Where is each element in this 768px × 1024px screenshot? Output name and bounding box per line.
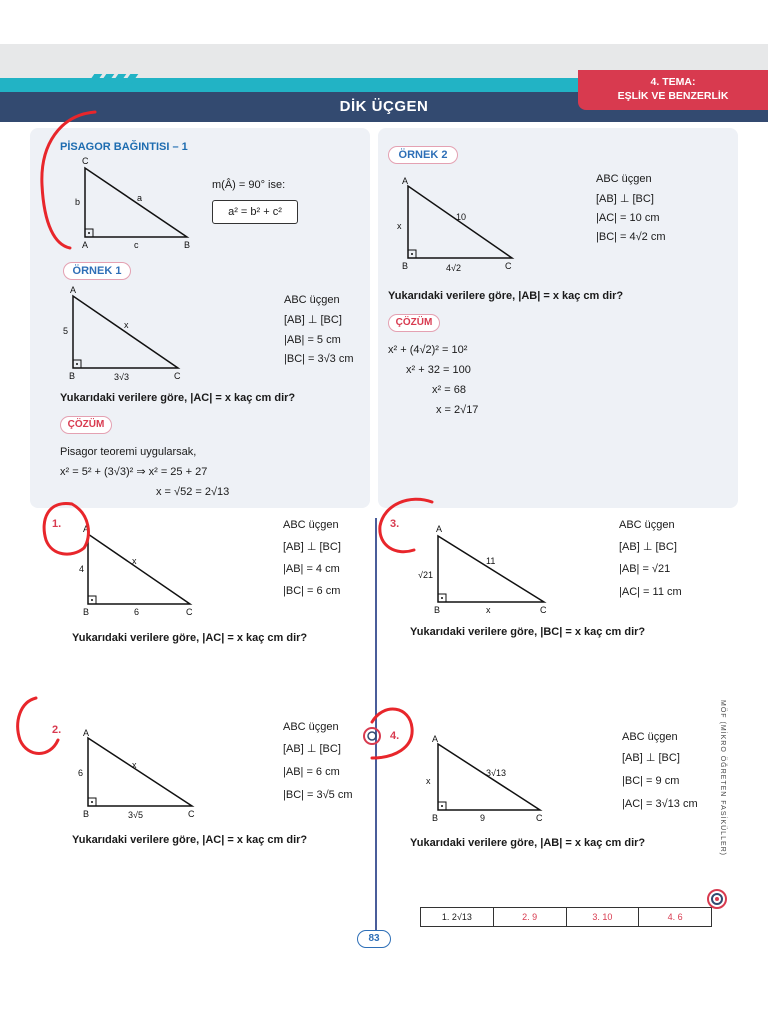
q1-question: Yukarıdaki verilere göre, |AC| = x kaç cm dir? — [72, 632, 308, 644]
ornek2-solution-1: x² + (4√2)² = 10² — [388, 344, 468, 356]
q2-triangle — [78, 726, 208, 822]
q4-given-2: [AB] ⊥ [BC] — [622, 752, 680, 764]
ornek1-given-2: [AB] ⊥ [BC] — [284, 314, 342, 326]
label-A: A — [436, 524, 443, 534]
label-a: a — [137, 193, 143, 203]
q4-given-1: ABC üçgen — [622, 731, 678, 743]
ornek2-cozum-pill: ÇÖZÜM — [388, 314, 440, 332]
q1-triangle — [78, 522, 208, 618]
label-A: A — [432, 734, 439, 744]
ornek2-given-1: ABC üçgen — [596, 173, 652, 185]
label-B: B — [434, 605, 441, 615]
label-A: A — [70, 285, 77, 295]
q1-given-3: |AB| = 4 cm — [283, 563, 340, 575]
q1-given-1: ABC üçgen — [283, 519, 339, 531]
theme-line-2: EŞLİK VE BENZERLİK — [617, 90, 729, 102]
label-A: A — [83, 524, 90, 534]
pisagor-heading: PİSAGOR BAĞINTISI – 1 — [60, 141, 188, 153]
ornek1-solution-1: Pisagor teoremi uygularsak, — [60, 446, 197, 458]
label-B: B — [432, 813, 439, 823]
pisagor-formula: a² = b² + c² — [212, 200, 298, 224]
q2-question: Yukarıdaki verilere göre, |AC| = x kaç cm dir? — [72, 834, 308, 846]
ornek2-triangle — [392, 172, 522, 274]
ornek1-cozum-pill: ÇÖZÜM — [60, 416, 112, 434]
answer-table — [420, 907, 712, 927]
ornek1-triangle — [58, 284, 188, 384]
label-side-bc: x — [486, 605, 491, 615]
ornek2-given-2: [AB] ⊥ [BC] — [596, 193, 654, 205]
q2-given-4: |BC| = 3√5 cm — [283, 789, 353, 801]
label-side-ab: 5 — [63, 326, 69, 336]
label-C: C — [505, 261, 512, 271]
q2-given-1: ABC üçgen — [283, 721, 339, 733]
ornek1-given-1: ABC üçgen — [284, 294, 340, 306]
ornek1-given-3: |AB| = 5 cm — [284, 334, 341, 346]
q3-given-4: |AC| = 11 cm — [619, 586, 682, 598]
q4-number: 4. — [390, 730, 400, 742]
q4-given-4: |AC| = 3√13 cm — [622, 798, 698, 810]
answer-3: 3. 10 — [567, 908, 640, 926]
ornek2-solution-3: x² = 68 — [432, 384, 466, 396]
answer-2: 2. 9 — [494, 908, 567, 926]
label-C: C — [540, 605, 547, 615]
label-B: B — [184, 240, 191, 250]
label-C: C — [188, 809, 195, 819]
page-title: DİK ÜÇGEN — [339, 98, 429, 115]
label-side-ab: √21 — [418, 570, 433, 580]
ornek2-given-3: |AC| = 10 cm — [596, 212, 660, 224]
label-side-bc: 3√3 — [114, 372, 129, 382]
side-brand-text: MÖF (MİKRO ÖĞRETEN FASİKÜLLER) — [719, 700, 726, 857]
label-B: B — [83, 809, 90, 819]
q3-given-1: ABC üçgen — [619, 519, 675, 531]
ornek2-solution-4: x = 2√17 — [436, 404, 479, 416]
q1-given-2: [AB] ⊥ [BC] — [283, 541, 341, 553]
label-side-ab: x — [426, 776, 431, 786]
label-side-bc: 3√5 — [128, 810, 143, 820]
ornek2-given-4: |BC| = 4√2 cm — [596, 231, 666, 243]
label-hyp: x — [132, 760, 137, 770]
ornek2-question: Yukarıdaki verilere göre, |AB| = x kaç cm dir? — [388, 290, 624, 302]
label-B: B — [69, 371, 76, 381]
label-A: A — [402, 176, 409, 186]
label-B: B — [83, 607, 90, 617]
ornek1-pill: ÖRNEK 1 — [63, 262, 131, 280]
q3-number: 3. — [390, 518, 400, 530]
theme-line-1: 4. TEMA: — [650, 76, 696, 88]
label-hyp: 10 — [456, 212, 467, 222]
ornek1-given-4: |BC| = 3√3 cm — [284, 353, 354, 365]
q4-question: Yukarıdaki verilere göre, |AB| = x kaç cm dir? — [410, 837, 646, 849]
pisagor-condition: m(Â) = 90° ise: — [212, 179, 286, 191]
label-A: A — [82, 240, 89, 250]
q3-question: Yukarıdaki verilere göre, |BC| = x kaç cm dir? — [410, 626, 646, 638]
ornek1-solution-3: x = √52 = 2√13 — [156, 486, 230, 498]
answer-4: 4. 6 — [667, 912, 683, 922]
label-side-ab: 6 — [78, 768, 84, 778]
q1-number: 1. — [52, 518, 62, 530]
q2-number: 2. — [52, 724, 62, 736]
q3-given-3: |AB| = √21 — [619, 563, 671, 575]
label-side-ab: 4 — [79, 564, 85, 574]
q4-given-3: |BC| = 9 cm — [622, 775, 680, 787]
ornek1-question: Yukarıdaki verilere göre, |AC| = x kaç cm dir? — [60, 392, 296, 404]
label-hyp: x — [124, 320, 129, 330]
ornek1-solution-2: x² = 5² + (3√3)² ⇒ x² = 25 + 27 — [60, 466, 208, 478]
label-C: C — [174, 371, 181, 381]
label-side-bc: 9 — [480, 813, 486, 823]
q3-triangle — [418, 522, 558, 618]
label-side-ab: x — [397, 221, 402, 231]
brand-logo-small-icon — [362, 726, 382, 746]
ornek2-pill: ÖRNEK 2 — [388, 146, 458, 164]
label-side-bc: 6 — [134, 607, 140, 617]
q2-given-3: |AB| = 6 cm — [283, 766, 340, 778]
pisagor-triangle — [70, 150, 210, 250]
q3-given-2: [AB] ⊥ [BC] — [619, 541, 677, 553]
label-C: C — [82, 156, 89, 166]
q4-triangle — [418, 732, 558, 828]
label-C: C — [186, 607, 193, 617]
label-c: c — [134, 240, 139, 250]
ornek2-solution-2: x² + 32 = 100 — [406, 364, 471, 376]
label-hyp: 11 — [486, 556, 496, 566]
label-side-bc: 4√2 — [446, 263, 461, 273]
label-C: C — [536, 813, 543, 823]
label-b: b — [75, 197, 81, 207]
q1-given-4: |BC| = 6 cm — [283, 585, 341, 597]
brand-logo-icon — [706, 888, 728, 910]
column-divider — [375, 518, 377, 930]
answer-1: 1. 2√13 — [421, 908, 494, 926]
theme-tab — [578, 70, 768, 110]
q2-given-2: [AB] ⊥ [BC] — [283, 743, 341, 755]
label-B: B — [402, 261, 409, 271]
label-hyp: x — [132, 556, 137, 566]
label-A: A — [83, 728, 90, 738]
page-number: 83 — [357, 930, 391, 948]
label-hyp: 3√13 — [486, 768, 506, 778]
